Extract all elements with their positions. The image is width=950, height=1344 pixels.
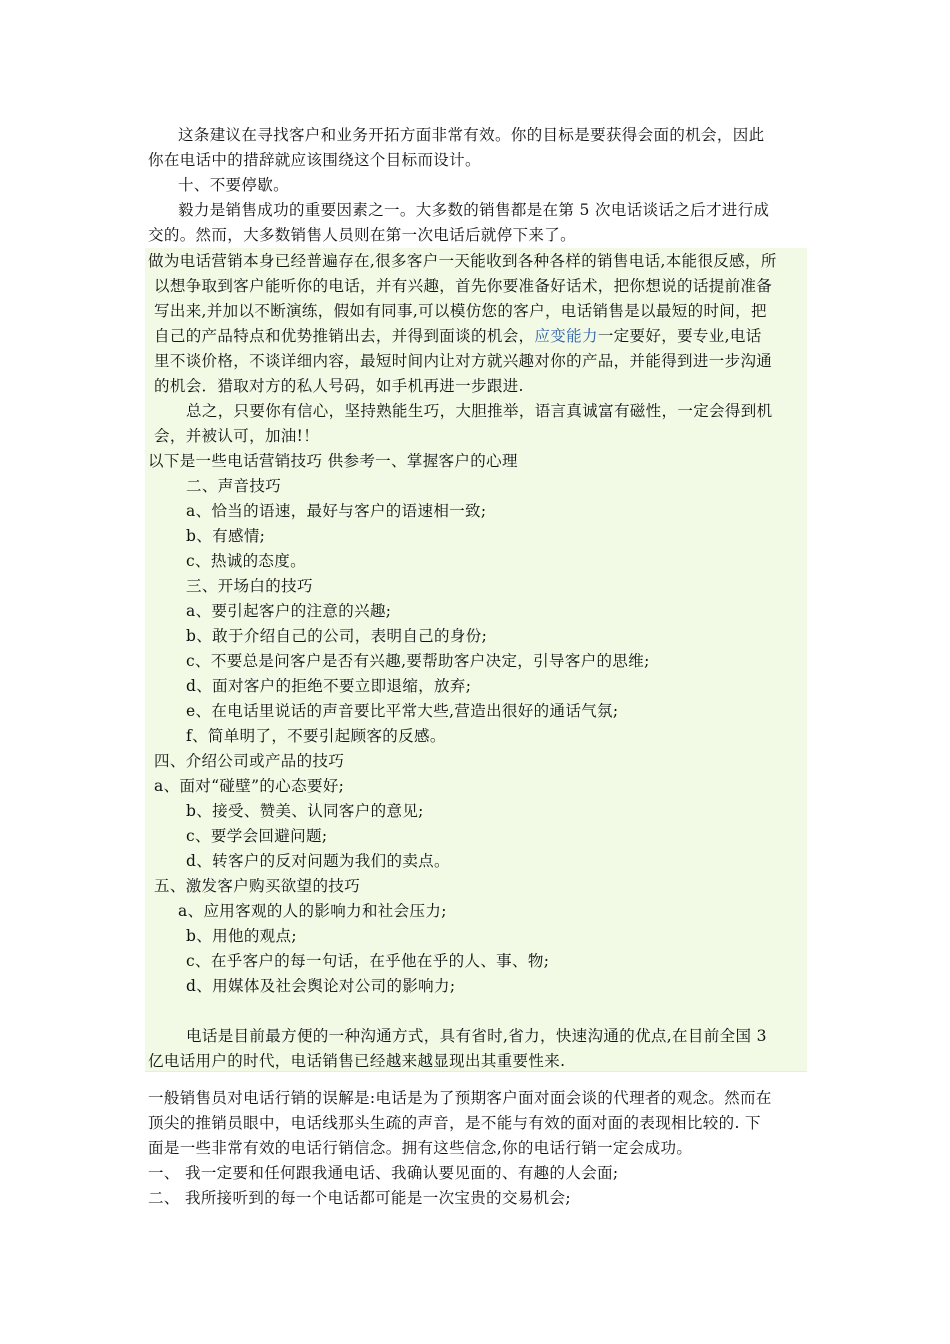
summary-line-2: 会，并被认可，加油!！ [154, 427, 320, 445]
para-line-5: 里不谈价格，不谈详细内容，最短时间内让对方就兴趣对你的产品，并能得到进一步沟通 [154, 352, 773, 370]
voice-item-c: c、热诚的态度。 [186, 552, 306, 570]
intro-line-1: 这条建议在寻找客户和业务开拓方面非常有效。你的目标是要获得会面的机会，因此 [178, 126, 765, 144]
intro-skills-item-d: d、转客户的反对问题为我们的卖点。 [186, 852, 450, 870]
para-line-4-after: 一定要好，要专业,电话 [597, 327, 762, 345]
opening-title: 三、开场白的技巧 [186, 577, 313, 595]
intro-line-2: 你在电话中的措辞就应该围绕这个目标而设计。 [148, 151, 481, 169]
tail-line-3: 面是一些非常有效的电话行销信念。拥有这些信念,你的电话行销一定会成功。 [148, 1139, 693, 1157]
voice-item-a: a、恰当的语速，最好与客户的语速相一致; [186, 502, 487, 520]
para-line-4 [154, 324, 814, 349]
opening-item-d: d、面对客户的拒绝不要立即退缩，放弃; [186, 677, 472, 695]
desire-item-d: d、用媒体及社会舆论对公司的影响力; [186, 977, 456, 995]
intro-line-4: 毅力是销售成功的重要因素之一。大多数的销售都是在第 5 次电话谈话之后才进行成 [178, 201, 770, 219]
desire-title: 五、激发客户购买欲望的技巧 [154, 877, 361, 895]
para-line-2: 以想争取到客户能听你的电话，并有兴趣，首先你要准备好话术，把你想说的话提前准备 [154, 277, 773, 295]
para-line-4-before: 自己的产品特点和优势推销出去，并得到面谈的机会， [154, 327, 535, 345]
closing-line-1: 电话是目前最方便的一种沟通方式，具有省时,省力，快速沟通的优点,在目前全国 3 [186, 1027, 767, 1045]
para-line-3: 写出来,并加以不断演练，假如有同事,可以模仿您的客户，电话销售是以最短的时间，把 [154, 302, 767, 320]
intro-skills-item-b: b、接受、赞美、认同客户的意见; [186, 802, 424, 820]
intro-line-5: 交的。然而，大多数销售人员则在第一次电话后就停下来了。 [148, 226, 576, 244]
intro-skills-item-a: a、面对“碰壁”的心态要好; [154, 777, 345, 795]
summary-line-1: 总之，只要你有信心，坚持熟能生巧，大胆推举，语言真诚富有磁性，一定会得到机 [186, 402, 773, 420]
block-divider [145, 1071, 807, 1072]
tips-header: 以下是一些电话营销技巧 供参考一、掌握客户的心理 [148, 452, 518, 470]
voice-item-b: b、有感情; [186, 527, 266, 545]
desire-item-c: c、在乎客户的每一句话，在乎他在乎的人、事、物; [186, 952, 550, 970]
belief-item-2: 二、 我所接听到的每一个电话都可能是一次宝贵的交易机会; [148, 1189, 571, 1207]
para-line-1: 做为电话营销本身已经普遍存在,很多客户一天能收到各种各样的销售电话,本能很反感，所 [148, 252, 777, 270]
adaptability-link[interactable]: 应变能力 [534, 327, 598, 345]
opening-item-c: c、不要总是问客户是否有兴趣,要帮助客户决定，引导客户的思维; [186, 652, 650, 670]
para-line-6: 的机会．猎取对方的私人号码，如手机再进一步跟进. [154, 377, 524, 395]
section-ten-title: 十、不要停歇。 [178, 176, 289, 194]
desire-item-a: a、应用客观的人的影响力和社会压力; [178, 902, 447, 920]
tail-line-1: 一般销售员对电话行销的误解是:电话是为了预期客户面对面会谈的代理者的观念。然而在 [148, 1089, 772, 1107]
opening-item-a: a、要引起客户的注意的兴趣; [186, 602, 392, 620]
intro-skills-item-c: c、要学会回避问题; [186, 827, 328, 845]
tail-line-2: 顶尖的推销员眼中，电话线那头生疏的声音，是不能与有效的面对面的表现相比较的. 下 [148, 1114, 761, 1132]
voice-title: 二、声音技巧 [186, 477, 282, 495]
opening-item-b: b、敢于介绍自己的公司，表明自己的身份; [186, 627, 488, 645]
belief-item-1: 一、 我一定要和任何跟我通电话、我确认要见面的、有趣的人会面; [148, 1164, 619, 1182]
desire-item-b: b、用他的观点; [186, 927, 297, 945]
opening-item-e: e、在电话里说话的声音要比平常大些,营造出很好的通话气氛; [186, 702, 619, 720]
intro-skills-title: 四、介绍公司或产品的技巧 [154, 752, 345, 770]
closing-line-2: 亿电话用户的时代，电话销售已经越来越显现出其重要性来. [148, 1052, 566, 1070]
opening-item-f: f、简单明了，不要引起顾客的反感。 [186, 727, 446, 745]
